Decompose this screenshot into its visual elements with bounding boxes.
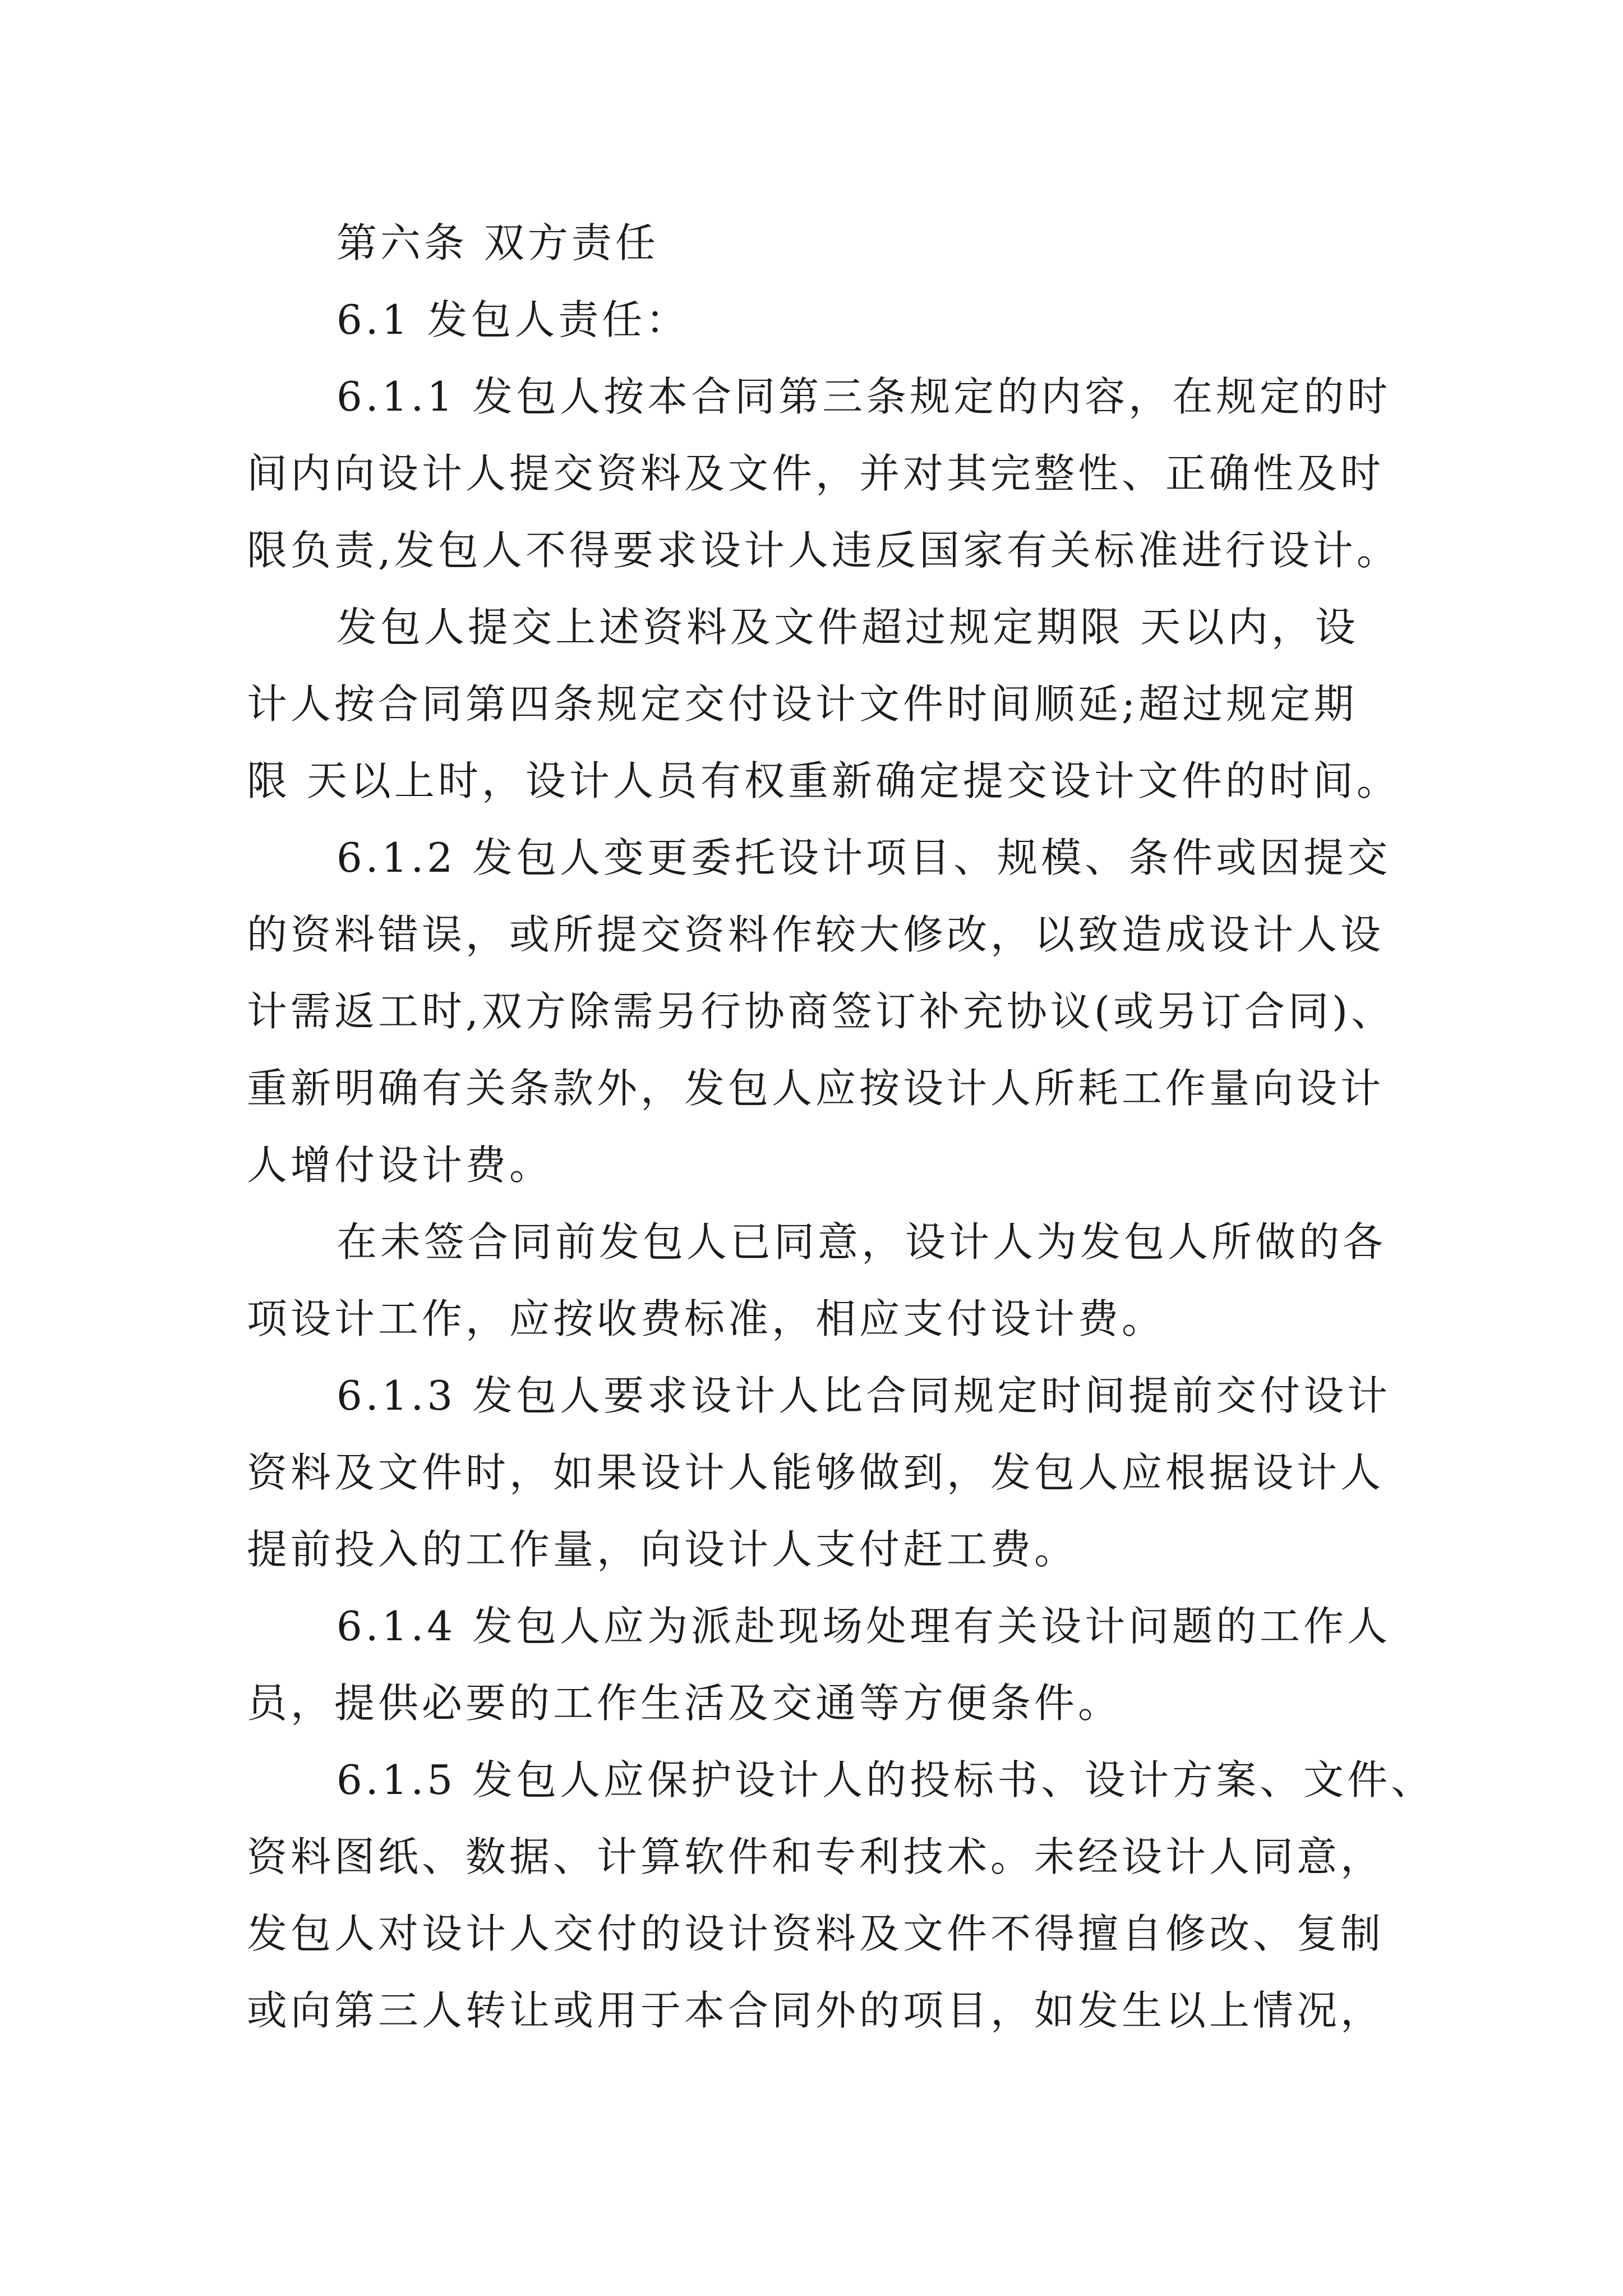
- text-line: 间内向设计人提交资料及文件，并对其完整性、正确性及时: [247, 450, 1385, 497]
- text-line: 资料及文件时，如果设计人能够做到，发包人应根据设计人: [247, 1449, 1385, 1496]
- text-line: 项设计工作，应按收费标准，相应支付设计费。: [247, 1295, 1166, 1342]
- text-line: 的资料错误，或所提交资料作较大修改，以致造成设计人设: [247, 911, 1385, 958]
- text-line: 6.1.3 发包人要求设计人比合同规定时间提前交付设计: [336, 1372, 1391, 1419]
- text-line: 发包人提交上述资料及文件超过规定期限 天以内，设: [336, 604, 1359, 651]
- text-line: 6.1.5 发包人应保护设计人的投标书、设计方案、文件、: [336, 1756, 1435, 1803]
- section-heading: 第六条 双方责任: [336, 219, 659, 266]
- text-line: 员，提供必要的工作生活及交通等方便条件。: [247, 1680, 1122, 1727]
- text-line: 计人按合同第四条规定交付设计文件时间顺延;超过规定期: [247, 680, 1358, 728]
- text-line: 限负责,发包人不得要求设计人违反国家有关标准进行设计。: [247, 527, 1400, 574]
- text-line: 计需返工时,双方除需另行协商签订补充协议(或另订合同)、: [247, 988, 1395, 1035]
- text-line: 限 天以上时，设计人员有权重新确定提交设计文件的时间。: [247, 757, 1400, 804]
- text-line: 6.1.4 发包人应为派赴现场处理有关设计问题的工作人: [336, 1603, 1391, 1650]
- text-line: 重新明确有关条款外，发包人应按设计人所耗工作量向设计: [247, 1065, 1385, 1112]
- text-line: 6.1.2 发包人变更委托设计项目、规模、条件或因提交: [336, 834, 1391, 881]
- text-line: 提前投入的工作量，向设计人支付赶工费。: [247, 1526, 1078, 1573]
- text-line: 在未签合同前发包人已同意，设计人为发包人所做的各: [336, 1218, 1387, 1266]
- subsection-heading: 6.1 发包人责任：: [336, 296, 690, 343]
- text-line: 发包人对设计人交付的设计资料及文件不得擅自修改、复制: [247, 1910, 1385, 1957]
- text-line: 资料图纸、数据、计算软件和专利技术。未经设计人同意，: [247, 1833, 1385, 1880]
- text-line: 或向第三人转让或用于本合同外的项目，如发生以上情况，: [247, 1987, 1385, 2034]
- text-line: 人增付设计费。: [247, 1142, 554, 1189]
- text-line: 6.1.1 发包人按本合同第三条规定的内容，在规定的时: [336, 373, 1391, 420]
